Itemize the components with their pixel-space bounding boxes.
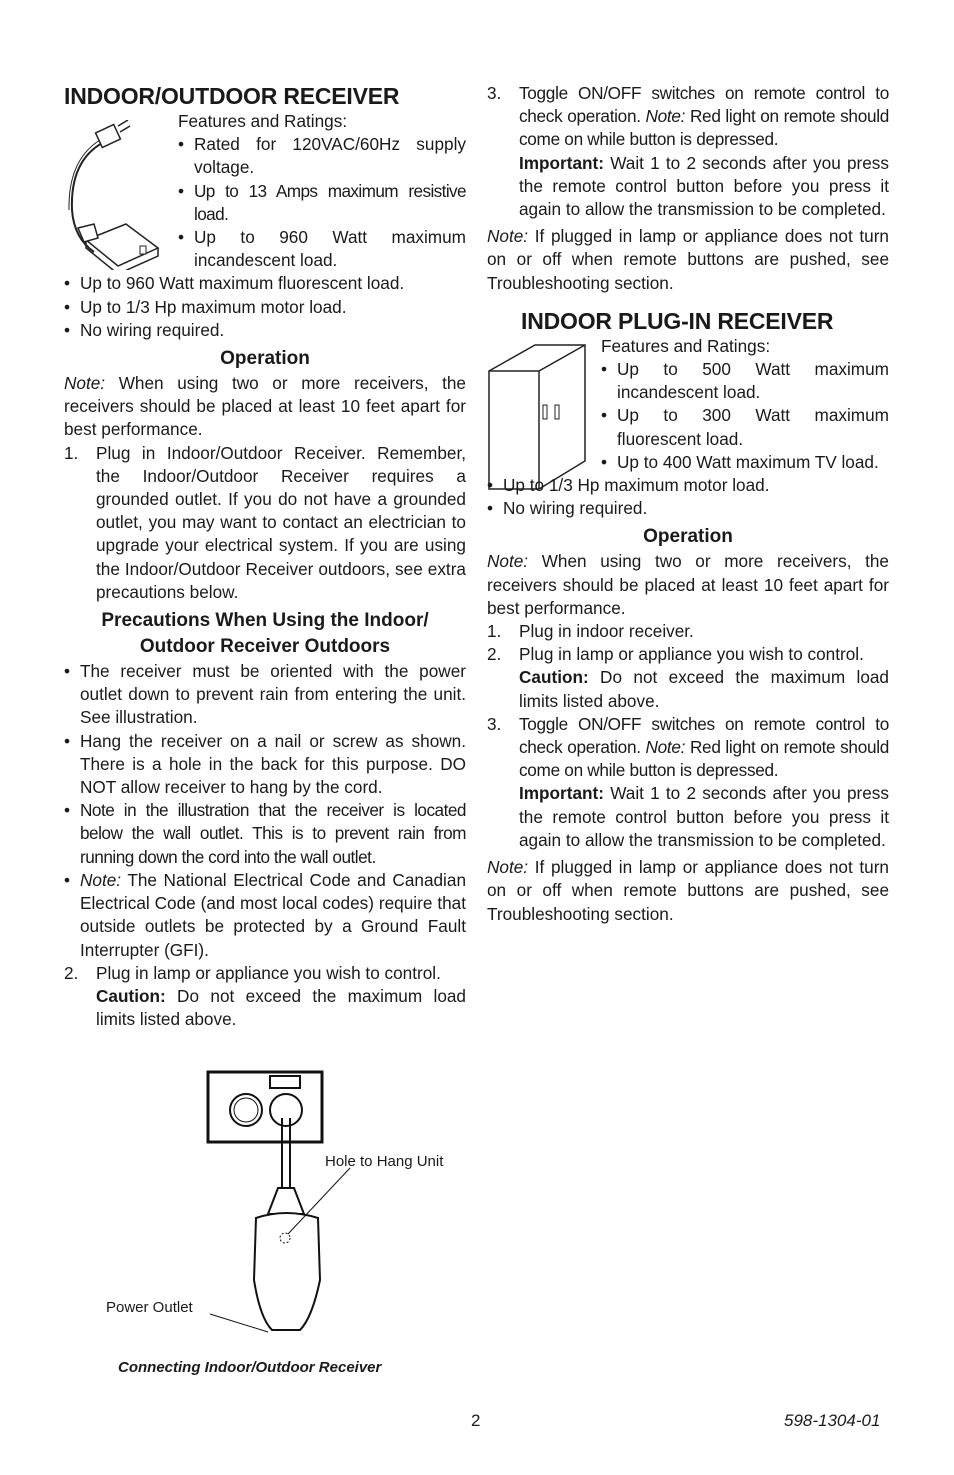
operation-heading: Operation xyxy=(220,348,310,370)
features-heading: Features and Ratings: xyxy=(178,111,348,131)
outdoor-receiver-illustration xyxy=(64,120,176,270)
indoor-plugin-title: INDOOR PLUG-IN RECEIVER xyxy=(521,307,834,334)
feature-item: • Up to 1/3 Hp maximum motor load. xyxy=(487,474,889,497)
operation-heading: Operation xyxy=(643,526,733,548)
feature-item: • Up to 1/3 Hp maximum motor load. xyxy=(64,296,466,319)
connection-figure xyxy=(100,1068,470,1388)
plugin-receiver-illustration xyxy=(487,343,591,493)
operation-note: Note: When using two or more receivers, the receivers should be placed at least 10 feet apart for best performance. xyxy=(487,551,889,618)
right-column xyxy=(487,82,889,926)
hole-label: Hole to Hang Unit xyxy=(325,1153,444,1170)
precaution-item: • Hang the receiver on a nail or screw as shown. There is a hole in the back for this purpose. DO NOT allow receiver to hang by the cord. xyxy=(64,730,466,800)
precautions-list xyxy=(64,660,466,962)
feature-item: • Up to 960 Watt maximum fluorescent load. xyxy=(64,272,466,295)
outlet-label: Power Outlet xyxy=(106,1299,193,1316)
precaution-item: • The receiver must be oriented with the power outlet down to prevent rain from entering the unit. See illustration. xyxy=(64,660,466,730)
feature-item: • Up to 300 Watt maximum fluorescent load. xyxy=(601,404,889,450)
indoor-outdoor-features xyxy=(64,110,466,342)
step-3: 3. Toggle ON/OFF switches on remote control to check operation. Note: Red light on remote should come on while button is depressed. Important: Wait 1 to 2 seconds after you press the remote control button before you press it again to allow the transmission to be completed. xyxy=(487,83,889,220)
features-heading: Features and Ratings: xyxy=(601,335,771,356)
indoor-plugin-features xyxy=(487,335,889,521)
step-2: 2. Plug in lamp or appliance you wish to control. Caution: Do not exceed the maximum load limits listed above. xyxy=(64,962,466,1030)
indoor-outdoor-title: INDOOR/OUTDOOR RECEIVER xyxy=(64,83,400,109)
precaution-item: • Note: The National Electrical Code and Canadian Electrical Code (and most local codes) require that outside outlets be protected by a Ground Fault Interrupter (GFI). xyxy=(64,869,466,962)
precautions-heading: Precautions When Using the Indoor/ Outdoor Receiver Outdoors xyxy=(101,610,429,658)
op-step-2: 2. Plug in lamp or appliance you wish to control. Caution: Do not exceed the maximum load limits listed above. xyxy=(487,644,889,711)
page-number: 2 xyxy=(471,1411,481,1430)
operation-note: Note: When using two or more receivers, the receivers should be placed at least 10 feet apart for best performance. xyxy=(64,373,466,440)
feature-item: • Up to 13 Amps maximum resistive load. xyxy=(178,180,466,226)
feature-item: • No wiring required. xyxy=(487,497,889,520)
feature-item: • Up to 960 Watt maximum incandescent load. xyxy=(178,226,466,272)
feature-item: • Up to 400 Watt maximum TV load. xyxy=(601,451,889,474)
figure-caption: Connecting Indoor/Outdoor Receiver xyxy=(118,1359,382,1376)
op-step-3: 3. Toggle ON/OFF switches on remote control to check operation. Note: Red light on remote should come on while button is depressed. Important: Wait 1 to 2 seconds after you press the remote control button before you press it again to allow the transmission to be completed. xyxy=(487,713,889,850)
step-1: 1. Plug in Indoor/Outdoor Receiver. Remember, the Indoor/Outdoor Receiver requires a grounded outlet. If you do not have a grounded outlet, you may want to contact an electrician to upgrade your electrical system. If you are using the Indoor/Outdoor Receiver outdoors, see extra precautions below. xyxy=(64,442,466,602)
feature-item: • Rated for 120VAC/60Hz supply voltage. xyxy=(178,133,466,179)
precaution-item: • Note in the illustration that the receiver is located below the wall outlet. This is to prevent rain from running down the cord into the wall outlet. xyxy=(64,799,466,869)
feature-item: • No wiring required. xyxy=(64,319,466,342)
left-column xyxy=(64,82,466,1031)
receiver-connection-illustration xyxy=(100,1068,470,1368)
troubleshooting-note: Note: If plugged in lamp or appliance does not turn on or off when remote buttons are pushed, see Troubleshooting section. xyxy=(487,226,889,293)
feature-item: • Up to 500 Watt maximum incandescent load. xyxy=(601,358,889,404)
op-step-1: 1. Plug in indoor receiver. xyxy=(487,621,694,642)
troubleshooting-note: Note: If plugged in lamp or appliance does not turn on or off when remote buttons are pushed, see Troubleshooting section. xyxy=(487,857,889,924)
document-number: 598-1304-01 xyxy=(784,1411,881,1430)
